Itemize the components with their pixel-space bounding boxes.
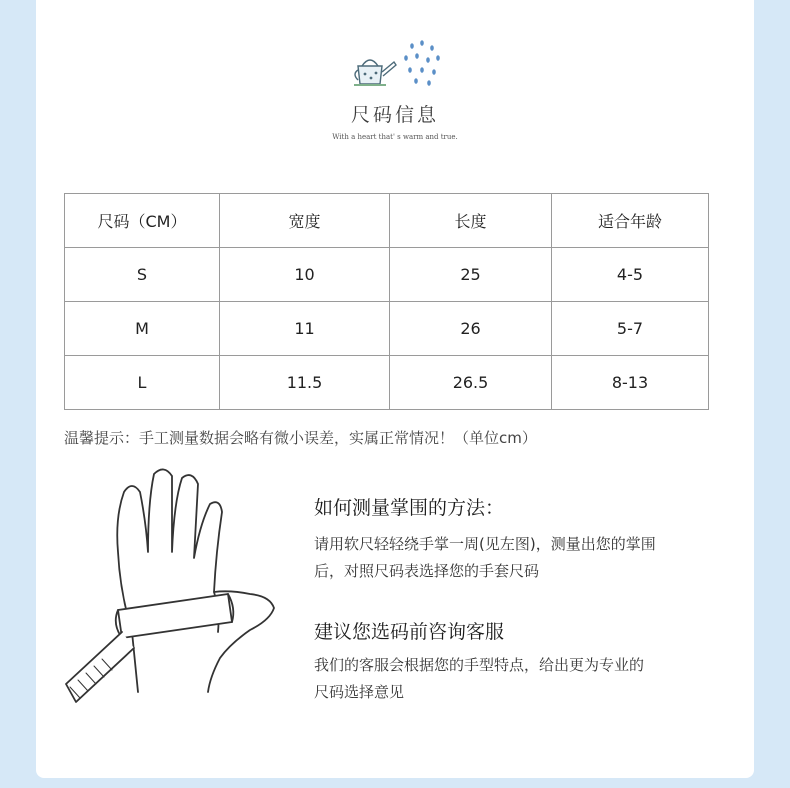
- table-cell: 8-13: [552, 356, 709, 410]
- measure-method-title: 如何测量掌围的方法：: [314, 497, 505, 519]
- measure-method-text: [314, 531, 714, 585]
- table-row: [65, 248, 709, 302]
- table-row: [65, 356, 709, 410]
- table-cell: M: [65, 302, 220, 356]
- table-header-cell: 适合年龄: [552, 194, 709, 248]
- text-line: 请用软尺轻轻绕手掌一周(见左图)，测量出您的掌围: [314, 535, 656, 553]
- table-cell: 26: [390, 302, 552, 356]
- consult-text: [314, 652, 714, 706]
- table-cell: L: [65, 356, 220, 410]
- table-header-cell: 尺码（CM）: [65, 194, 220, 248]
- text-line: 尺码选择意见: [314, 683, 405, 701]
- page-subtitle: With a heart that' s warm and true.: [332, 133, 458, 141]
- table-cell: 11: [220, 302, 390, 356]
- consult-title: 建议您选码前咨询客服: [314, 621, 505, 643]
- text-line: 后，对照尺码表选择您的手套尺码: [314, 562, 540, 580]
- table-header-cell: 长度: [390, 194, 552, 248]
- table-cell: 25: [390, 248, 552, 302]
- measurement-note: 温馨提示：手工测量数据会略有微小误差，实属正常情况！（单位cm）: [64, 429, 537, 447]
- table-cell: 26.5: [390, 356, 552, 410]
- table-cell: 10: [220, 248, 390, 302]
- raindrop-icon: [404, 40, 440, 86]
- size-table: [64, 193, 709, 410]
- table-cell: 11.5: [220, 356, 390, 410]
- table-header-row: [65, 194, 709, 248]
- table-header-cell: 宽度: [220, 194, 390, 248]
- page-title: 尺码信息: [350, 104, 439, 126]
- table-cell: S: [65, 248, 220, 302]
- table-row: [65, 302, 709, 356]
- table-cell: 4-5: [552, 248, 709, 302]
- watering-can-icon: [350, 38, 445, 93]
- text-line: 我们的客服会根据您的手型特点，给出更为专业的: [314, 656, 645, 674]
- hand-measure-illustration: [60, 462, 300, 712]
- table-cell: 5-7: [552, 302, 709, 356]
